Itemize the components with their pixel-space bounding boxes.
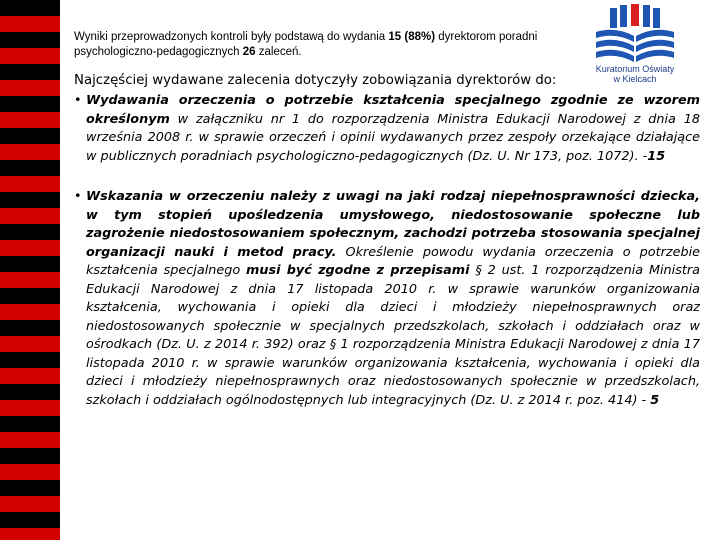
book-logo-icon	[590, 2, 680, 64]
bullet-body: § 2 ust. 1 rozporządzenia Ministra Edukacji Narodowej z dnia 17 listopada 2010 r. w sprawie warunków organizowania kształcenia, wychowania i opieki dla dzieci i młodzieży niepełnosprawnych oraz niedostosowanych społecznie w specjalnych przedszkolach, szkołach i oddziałach oraz w ośrodkach (Dz. U. z 2014 r. 392) oraz § 1 rozporządzenia Ministra Edukacji Narodowej z dnia 17 listopada 2010 r. w sprawie warunków organizowania kształcenia, wychowania i opieki dla dzieci i młodzieży niepełnosprawnych oraz niedostosowanych społecznie w przedszkolach, szkołach i oddziałach ogólnodostępnych lub integracyjnych (Dz. U. z 2014 r. poz. 414) -	[86, 263, 700, 408]
intro-text: zaleceń.	[255, 46, 302, 58]
intro-recommendations-count: 26	[242, 46, 256, 58]
bullet-emphasis: musi być zgodne z przepisami	[246, 263, 470, 278]
bullet-text	[86, 92, 700, 166]
intro-text: Wyniki przeprowadzonych kontroli były podstawą do wydania	[74, 31, 389, 43]
bullet-text	[86, 188, 700, 410]
bullet-count: 15	[647, 148, 666, 164]
intro-text: dyrektorom poradni psychologiczno-pedagogicznych	[74, 31, 538, 58]
bullet-icon: •	[74, 189, 82, 204]
kuratorium-logo	[575, 2, 695, 92]
bullet-body: Określenie powodu wydania orzeczenia o potrzebie kształcenia specjalnego	[86, 244, 700, 278]
logo-caption-line1: Kuratorium Oświaty	[595, 64, 675, 74]
bullet-body: w załączniku nr 1 do rozporządzenia Ministra Edukacji Narodowej z dnia 18 września 2008 r. w sprawie orzeczeń i opinii wydawanych przez zespoły orzekające działające w publicznych poradniach psychologiczno-pedagogicznych (Dz. U. Nr 173, poz. 1072). -	[86, 111, 700, 164]
decorative-stripe-bar	[0, 0, 60, 540]
bullet-item	[74, 92, 700, 166]
intro-count: 15 (88%)	[388, 31, 436, 43]
lead-sentence: Najczęściej wydawane zalecenia dotyczyły zobowiązania dyrektorów do:	[74, 73, 557, 88]
slide	[60, 0, 720, 540]
bullet-heading: Wydawania orzeczenia o potrzebie kształcenia specjalnego zgodnie ze wzorem określonym	[86, 93, 700, 127]
bullet-count: 5	[650, 392, 660, 408]
bullet-heading: Wskazania w orzeczeniu należy z uwagi na jaki rodzaj niepełnosprawności dziecka, w tym stopień upośledzenia umysłowego, niedostosowanie społeczne lub zagrożenie niedostosowaniem społecznym, zachodzi potrzeba stosowania specjalnej organizacji nauki i metod pracy.	[86, 189, 700, 260]
bullet-item	[74, 188, 700, 410]
logo-caption-line2: w Kielcach	[613, 74, 657, 84]
bullet-icon: •	[74, 93, 82, 108]
intro-paragraph	[74, 30, 544, 60]
